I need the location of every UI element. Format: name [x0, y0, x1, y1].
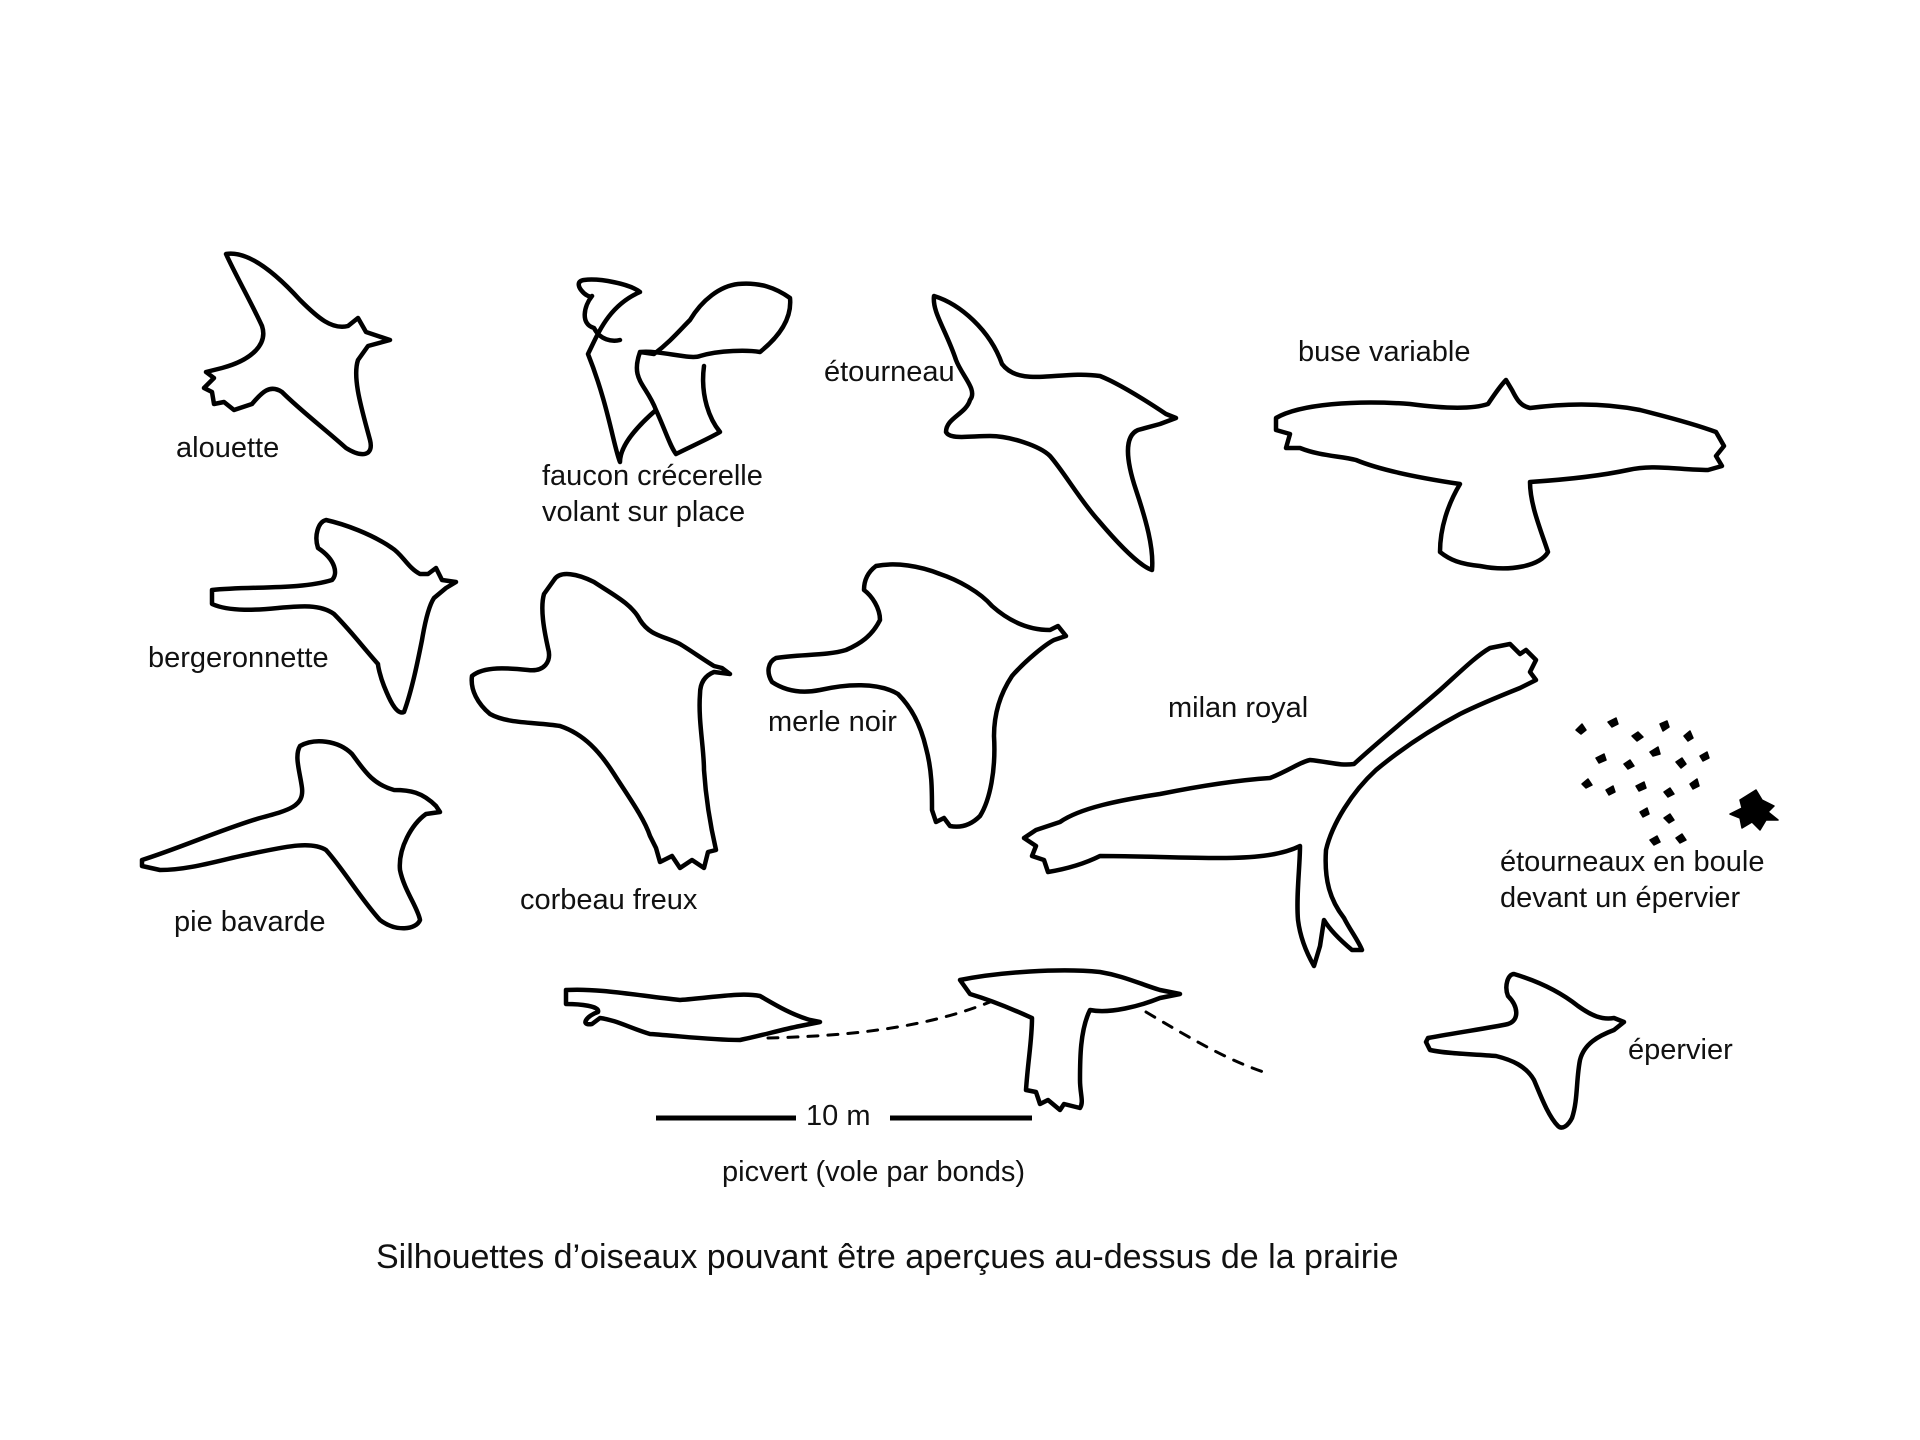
- scale-label: 10 m: [806, 1100, 871, 1132]
- pie-silhouette: [142, 741, 440, 928]
- label-epervier: épervier: [1628, 1034, 1733, 1066]
- picvert-silhouette-left: [566, 990, 820, 1040]
- bergeronnette-silhouette: [212, 520, 456, 713]
- figure-caption: Silhouettes d’oiseaux pouvant être aperçues au-dessus de la prairie: [376, 1238, 1399, 1276]
- picvert-silhouette-right: [960, 970, 1180, 1110]
- etourneau-silhouette: [934, 296, 1176, 570]
- label-etourneau: étourneau: [824, 356, 955, 388]
- faucon-silhouette: [579, 280, 790, 462]
- etourneaux-flock: [1576, 718, 1709, 845]
- merle-silhouette: [769, 564, 1066, 826]
- picvert-flight-path-1: [768, 1002, 990, 1038]
- epervier-small-silhouette: [1730, 790, 1778, 830]
- label-buse: buse variable: [1298, 336, 1471, 368]
- buse-silhouette: [1276, 380, 1724, 568]
- label-milan: milan royal: [1168, 692, 1309, 724]
- label-merle: merle noir: [768, 706, 897, 738]
- label-bergeronnette: bergeronnette: [148, 642, 329, 674]
- label-picvert: picvert (vole par bonds): [722, 1156, 1026, 1188]
- label-corbeau: corbeau freux: [520, 884, 698, 916]
- picvert-flight-path-2: [1146, 1012, 1270, 1074]
- corbeau-silhouette: [472, 574, 730, 868]
- alouette-silhouette: [204, 254, 390, 454]
- label-alouette: alouette: [176, 432, 280, 464]
- label-faucon-line2: volant sur place: [542, 496, 746, 528]
- label-faucon-line1: faucon crécerelle: [542, 460, 763, 492]
- label-pie: pie bavarde: [174, 906, 326, 938]
- label-boule-line1: étourneaux en boule: [1500, 846, 1765, 878]
- label-boule-line2: devant un épervier: [1500, 882, 1741, 914]
- epervier-silhouette: [1426, 974, 1624, 1128]
